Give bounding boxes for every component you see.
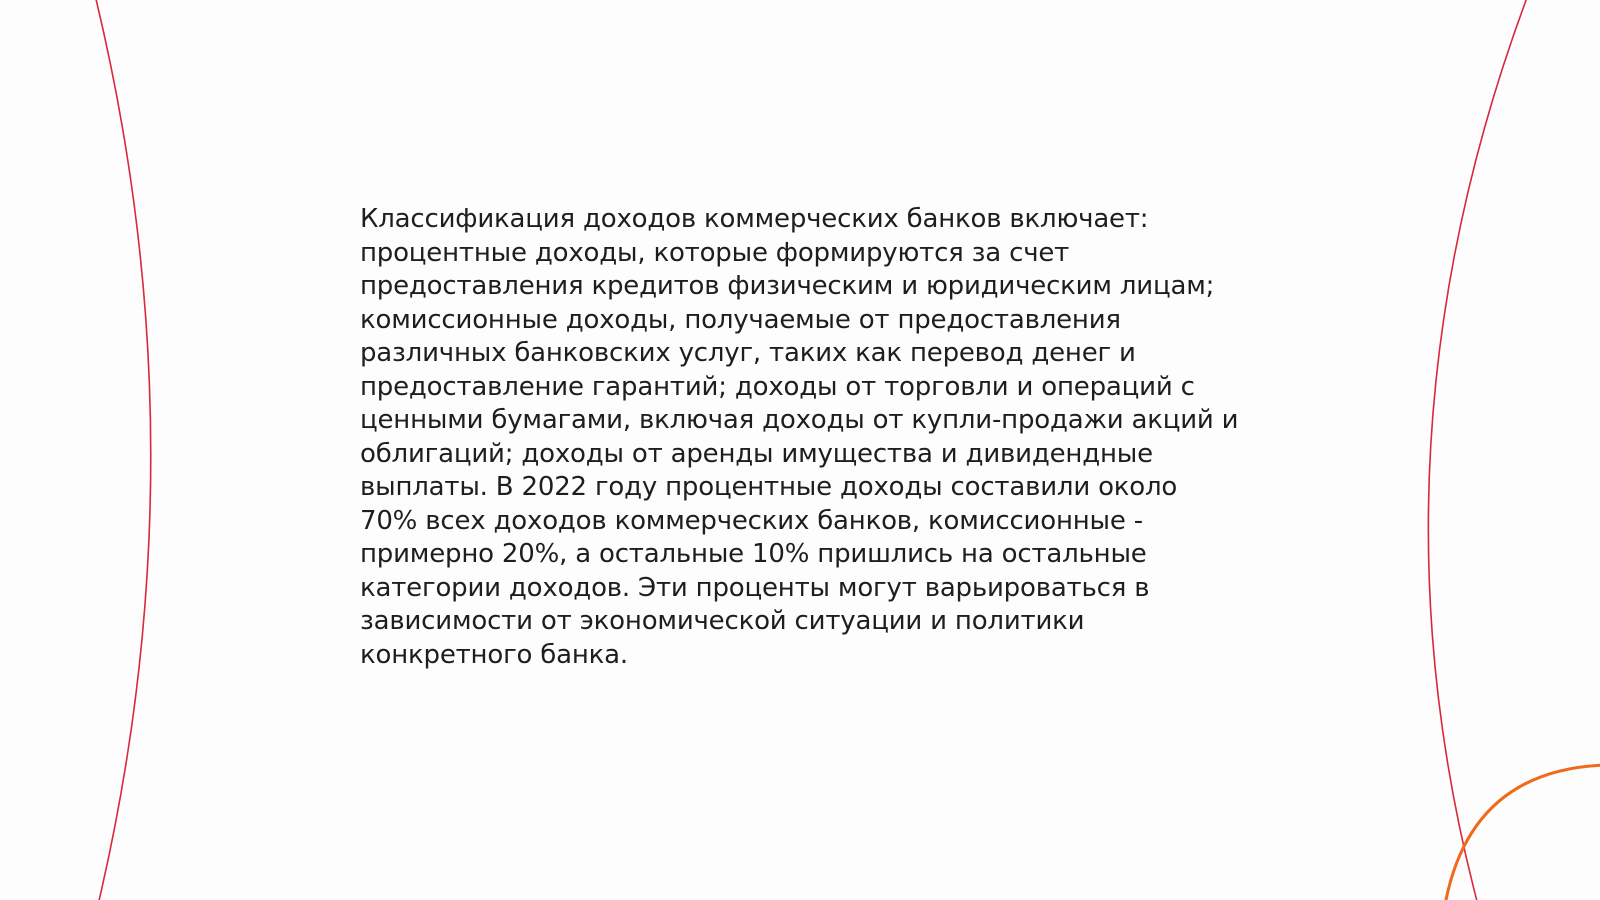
slide-body-text: Классификация доходов коммерческих банков включает: процентные доходы, которые формируются за счет предоставления кредитов физическим и юридическим лицам; комиссионные доходы, получаемые от предоставления различных банковских услуг, таких как перевод денег и предоставление гарантий; доходы от торговли и операций с ценными бумагами, включая доходы от купли-продажи акций и облигаций; доходы от аренды имущества и дивидендные выплаты. В 2022 году процентные доходы составили около 70% всех доходов коммерческих банков, комиссионные - примерно 20%, а остальные 10% пришлись на остальные категории доходов. Эти проценты могут варьироваться в зависимости от экономической ситуации и политики конкретного банка. — [360, 204, 1239, 670]
orange-arc — [1445, 765, 1600, 900]
right-red-curve — [1428, 0, 1528, 900]
left-red-curve — [95, 0, 151, 900]
